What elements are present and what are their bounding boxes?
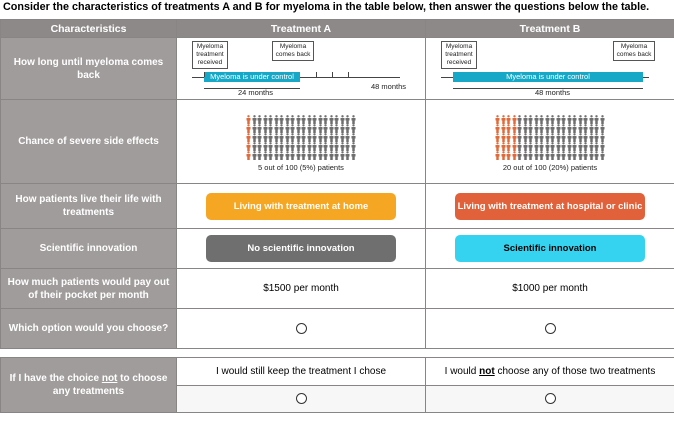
row-label-opt-out — [1, 358, 177, 413]
person-icon — [550, 115, 555, 124]
person-affected-icon — [246, 133, 251, 142]
person-icon — [334, 124, 339, 133]
person-icon — [556, 124, 561, 133]
innovation-b — [426, 229, 674, 269]
person-icon — [523, 133, 528, 142]
header-treatment-b: Treatment B — [426, 20, 674, 38]
side-effects-b-caption: 20 out of 100 (20%) patients — [502, 163, 598, 172]
row-opt-out-labels — [1, 358, 674, 386]
person-icon — [274, 151, 279, 160]
choose-treatment-a-radio[interactable] — [296, 323, 307, 334]
row-label-lifestyle: How patients live their life with treatments — [1, 184, 177, 229]
person-icon — [296, 124, 301, 133]
person-icon — [578, 133, 583, 142]
person-icon — [345, 124, 350, 133]
person-icon — [257, 151, 262, 160]
person-icon — [539, 115, 544, 124]
person-icon — [340, 151, 345, 160]
person-icon — [290, 142, 295, 151]
person-icon — [334, 151, 339, 160]
person-icon — [528, 142, 533, 151]
person-icon — [285, 133, 290, 142]
timeline-b-duration-label: 48 months — [535, 87, 571, 97]
person-icon — [334, 115, 339, 124]
side-effects-a — [177, 100, 426, 184]
person-icon — [578, 124, 583, 133]
header-row — [1, 20, 674, 38]
person-icon — [296, 115, 301, 124]
person-icon — [578, 115, 583, 124]
person-icon — [312, 142, 317, 151]
person-icon — [561, 133, 566, 142]
person-icon — [252, 133, 257, 142]
row-label-choice: Which option would you choose? — [1, 309, 177, 349]
person-affected-icon — [495, 142, 500, 151]
person-icon — [329, 133, 334, 142]
person-icon — [307, 133, 312, 142]
person-icon — [312, 133, 317, 142]
person-icon — [345, 151, 350, 160]
tick — [332, 72, 333, 77]
lifestyle-a-pill: Living with treatment at home — [206, 193, 396, 220]
person-icon — [561, 142, 566, 151]
timeline-a-duration-label: 24 months — [238, 87, 274, 97]
person-icon — [561, 151, 566, 160]
person-icon — [556, 151, 561, 160]
person-icon — [600, 151, 605, 160]
person-icon — [556, 115, 561, 124]
person-icon — [523, 115, 528, 124]
timeline-b-bar: Myeloma is under control — [453, 72, 643, 82]
timeline-b — [426, 38, 674, 100]
person-icon — [523, 151, 528, 160]
person-icon — [517, 124, 522, 133]
row-recurrence — [1, 38, 674, 100]
person-icon — [257, 142, 262, 151]
person-icon — [323, 133, 328, 142]
person-icon — [561, 115, 566, 124]
opt-out-none-pre: I would — [444, 366, 480, 377]
separator-row — [1, 349, 674, 358]
opt-out-none-cell — [426, 386, 674, 413]
person-icon — [290, 124, 295, 133]
person-icon — [345, 133, 350, 142]
row-lifestyle — [1, 184, 674, 229]
row-label-innovation: Scientific innovation — [1, 229, 177, 269]
person-icon — [312, 115, 317, 124]
person-icon — [534, 115, 539, 124]
person-icon — [561, 124, 566, 133]
person-icon — [263, 133, 268, 142]
person-icon — [523, 124, 528, 133]
person-affected-icon — [512, 115, 517, 124]
person-icon — [589, 124, 594, 133]
person-icon — [517, 142, 522, 151]
person-icon — [550, 151, 555, 160]
person-icon — [583, 142, 588, 151]
person-icon — [307, 151, 312, 160]
person-icon — [301, 133, 306, 142]
keep-treatment-radio[interactable] — [296, 393, 307, 404]
side-effects-b — [426, 100, 674, 184]
person-icon — [567, 151, 572, 160]
person-icon — [329, 151, 334, 160]
person-icon — [345, 142, 350, 151]
person-icon — [301, 151, 306, 160]
person-icon — [274, 133, 279, 142]
person-icon — [274, 124, 279, 133]
person-icon — [329, 142, 334, 151]
person-affected-icon — [512, 142, 517, 151]
choice-table-container — [0, 19, 674, 413]
person-icon — [340, 142, 345, 151]
person-icon — [318, 142, 323, 151]
person-icon — [279, 115, 284, 124]
person-icon — [528, 151, 533, 160]
person-icon — [296, 133, 301, 142]
person-icon — [307, 115, 312, 124]
person-icon — [556, 142, 561, 151]
person-icon — [285, 124, 290, 133]
person-affected-icon — [506, 124, 511, 133]
person-icon — [567, 133, 572, 142]
person-icon — [517, 115, 522, 124]
person-icon — [589, 142, 594, 151]
opt-out-none-emphasis: not — [479, 366, 495, 377]
person-affected-icon — [506, 115, 511, 124]
person-affected-icon — [246, 115, 251, 124]
person-icon — [572, 142, 577, 151]
person-affected-icon — [495, 124, 500, 133]
tick — [316, 72, 317, 77]
person-affected-icon — [501, 142, 506, 151]
person-icon — [285, 115, 290, 124]
person-icon — [534, 124, 539, 133]
person-affected-icon — [495, 151, 500, 160]
person-affected-icon — [495, 115, 500, 124]
person-icon — [318, 124, 323, 133]
person-icon — [589, 133, 594, 142]
person-icon — [307, 142, 312, 151]
person-affected-icon — [246, 151, 251, 160]
person-icon — [301, 124, 306, 133]
tick — [348, 72, 349, 77]
person-icon — [351, 124, 356, 133]
opt-out-none-post: choose any of those two treatments — [494, 366, 656, 377]
person-affected-icon — [495, 133, 500, 142]
person-icon — [268, 115, 273, 124]
person-icon — [301, 115, 306, 124]
person-affected-icon — [512, 124, 517, 133]
person-icon — [279, 124, 284, 133]
person-affected-icon — [512, 133, 517, 142]
person-icon — [329, 124, 334, 133]
person-icon — [594, 151, 599, 160]
opt-out-label-emphasis: not — [101, 373, 118, 384]
page-heading: Consider the characteristics of treatments A and B for myeloma in the table below, then answer the questions below the table. — [3, 1, 650, 13]
person-icon — [312, 124, 317, 133]
person-icon — [252, 151, 257, 160]
header-characteristics: Characteristics — [1, 20, 177, 38]
opt-out-label-pre: If I have the choice — [9, 373, 102, 384]
person-affected-icon — [246, 124, 251, 133]
person-icon — [301, 142, 306, 151]
timeline-a-received-box: Myeloma treatment received — [192, 41, 228, 69]
person-icon — [583, 124, 588, 133]
person-icon — [345, 115, 350, 124]
person-icon — [528, 124, 533, 133]
person-icon — [545, 133, 550, 142]
cost-a: $1500 per month — [177, 269, 426, 309]
person-icon — [279, 133, 284, 142]
choice-table — [0, 19, 674, 413]
person-icon — [572, 133, 577, 142]
person-icon — [274, 115, 279, 124]
person-icon — [290, 133, 295, 142]
person-icon — [296, 151, 301, 160]
person-affected-icon — [501, 133, 506, 142]
person-icon — [600, 133, 605, 142]
person-icon — [312, 151, 317, 160]
pictogram-b — [426, 115, 674, 160]
person-icon — [572, 151, 577, 160]
lifestyle-b — [426, 184, 674, 229]
person-icon — [517, 133, 522, 142]
person-icon — [517, 151, 522, 160]
separator — [1, 349, 674, 358]
person-affected-icon — [512, 151, 517, 160]
timeline-b-received-box: Myeloma treatment received — [441, 41, 477, 69]
person-affected-icon — [246, 142, 251, 151]
person-icon — [539, 133, 544, 142]
person-icon — [539, 151, 544, 160]
person-icon — [572, 115, 577, 124]
person-icon — [263, 142, 268, 151]
person-icon — [323, 124, 328, 133]
person-icon — [263, 124, 268, 133]
person-icon — [578, 142, 583, 151]
row-cost — [1, 269, 674, 309]
person-icon — [263, 151, 268, 160]
person-icon — [600, 124, 605, 133]
person-icon — [539, 124, 544, 133]
person-icon — [279, 142, 284, 151]
person-icon — [351, 115, 356, 124]
person-icon — [600, 142, 605, 151]
choose-treatment-b-radio[interactable] — [545, 323, 556, 334]
row-label-recurrence: How long until myeloma comes back — [1, 38, 177, 100]
person-icon — [534, 133, 539, 142]
person-icon — [545, 115, 550, 124]
row-choice — [1, 309, 674, 349]
choice-b-cell — [426, 309, 674, 349]
person-icon — [323, 151, 328, 160]
timeline-a-bar: Myeloma is under control — [204, 72, 300, 82]
person-icon — [528, 133, 533, 142]
person-affected-icon — [506, 151, 511, 160]
person-icon — [567, 115, 572, 124]
person-icon — [534, 151, 539, 160]
person-icon — [523, 142, 528, 151]
person-icon — [567, 142, 572, 151]
timeline-a-graphic — [190, 39, 412, 99]
person-icon — [323, 142, 328, 151]
person-icon — [539, 142, 544, 151]
person-icon — [252, 142, 257, 151]
person-icon — [268, 151, 273, 160]
person-affected-icon — [506, 142, 511, 151]
lifestyle-b-pill: Living with treatment at hospital or clinic — [455, 193, 645, 220]
opt-out-keep-text: I would still keep the treatment I chose — [177, 358, 426, 386]
person-icon — [572, 124, 577, 133]
person-icon — [340, 115, 345, 124]
person-icon — [550, 133, 555, 142]
opt-out-keep-cell — [177, 386, 426, 413]
timeline-a-comes-back-box: Myeloma comes back — [272, 41, 314, 61]
person-icon — [257, 133, 262, 142]
person-icon — [545, 142, 550, 151]
person-icon — [263, 115, 268, 124]
person-icon — [296, 142, 301, 151]
person-icon — [589, 151, 594, 160]
row-side-effects — [1, 100, 674, 184]
timeline-a-end-label: 48 months — [371, 81, 407, 91]
choice-a-cell — [177, 309, 426, 349]
person-icon — [334, 142, 339, 151]
person-icon — [318, 133, 323, 142]
person-icon — [290, 151, 295, 160]
innovation-a-pill: No scientific innovation — [206, 235, 396, 262]
person-icon — [329, 115, 334, 124]
person-icon — [351, 151, 356, 160]
person-icon — [550, 142, 555, 151]
person-icon — [257, 124, 262, 133]
opt-out-none-text — [426, 358, 674, 386]
person-affected-icon — [501, 115, 506, 124]
person-icon — [307, 124, 312, 133]
person-affected-icon — [506, 133, 511, 142]
person-icon — [567, 124, 572, 133]
row-label-side-effects: Chance of severe side effects — [1, 100, 177, 184]
no-treatment-radio[interactable] — [545, 393, 556, 404]
person-icon — [545, 124, 550, 133]
person-icon — [274, 142, 279, 151]
person-affected-icon — [501, 151, 506, 160]
timeline-a — [177, 38, 426, 100]
person-icon — [556, 133, 561, 142]
timeline-b-graphic — [439, 39, 661, 99]
person-icon — [594, 142, 599, 151]
person-icon — [279, 151, 284, 160]
person-affected-icon — [501, 124, 506, 133]
person-icon — [285, 151, 290, 160]
person-icon — [583, 151, 588, 160]
person-icon — [351, 133, 356, 142]
person-icon — [545, 151, 550, 160]
person-icon — [583, 115, 588, 124]
person-icon — [594, 115, 599, 124]
person-icon — [268, 142, 273, 151]
person-icon — [534, 142, 539, 151]
person-icon — [600, 115, 605, 124]
tick — [204, 72, 205, 77]
person-icon — [318, 115, 323, 124]
person-icon — [285, 142, 290, 151]
person-icon — [578, 151, 583, 160]
person-icon — [550, 124, 555, 133]
person-icon — [583, 133, 588, 142]
person-icon — [268, 124, 273, 133]
person-icon — [594, 133, 599, 142]
person-icon — [589, 115, 594, 124]
person-icon — [257, 115, 262, 124]
person-icon — [340, 133, 345, 142]
person-icon — [334, 133, 339, 142]
timeline-b-comes-back-box: Myeloma comes back — [613, 41, 655, 61]
side-effects-a-caption: 5 out of 100 (5%) patients — [258, 163, 344, 172]
lifestyle-a — [177, 184, 426, 229]
person-icon — [351, 142, 356, 151]
header-treatment-a: Treatment A — [177, 20, 426, 38]
opt-out-label-post: to choose any treatments — [52, 373, 168, 397]
person-icon — [252, 115, 257, 124]
pictogram-a — [177, 115, 425, 160]
cost-b: $1000 per month — [426, 269, 674, 309]
person-icon — [323, 115, 328, 124]
person-icon — [252, 124, 257, 133]
person-icon — [268, 133, 273, 142]
person-icon — [318, 151, 323, 160]
person-icon — [290, 115, 295, 124]
person-icon — [340, 124, 345, 133]
person-icon — [594, 124, 599, 133]
innovation-a — [177, 229, 426, 269]
row-label-cost: How much patients would pay out of their pocket per month — [1, 269, 177, 309]
person-icon — [528, 115, 533, 124]
row-innovation — [1, 229, 674, 269]
innovation-b-pill: Scientific innovation — [455, 235, 645, 262]
